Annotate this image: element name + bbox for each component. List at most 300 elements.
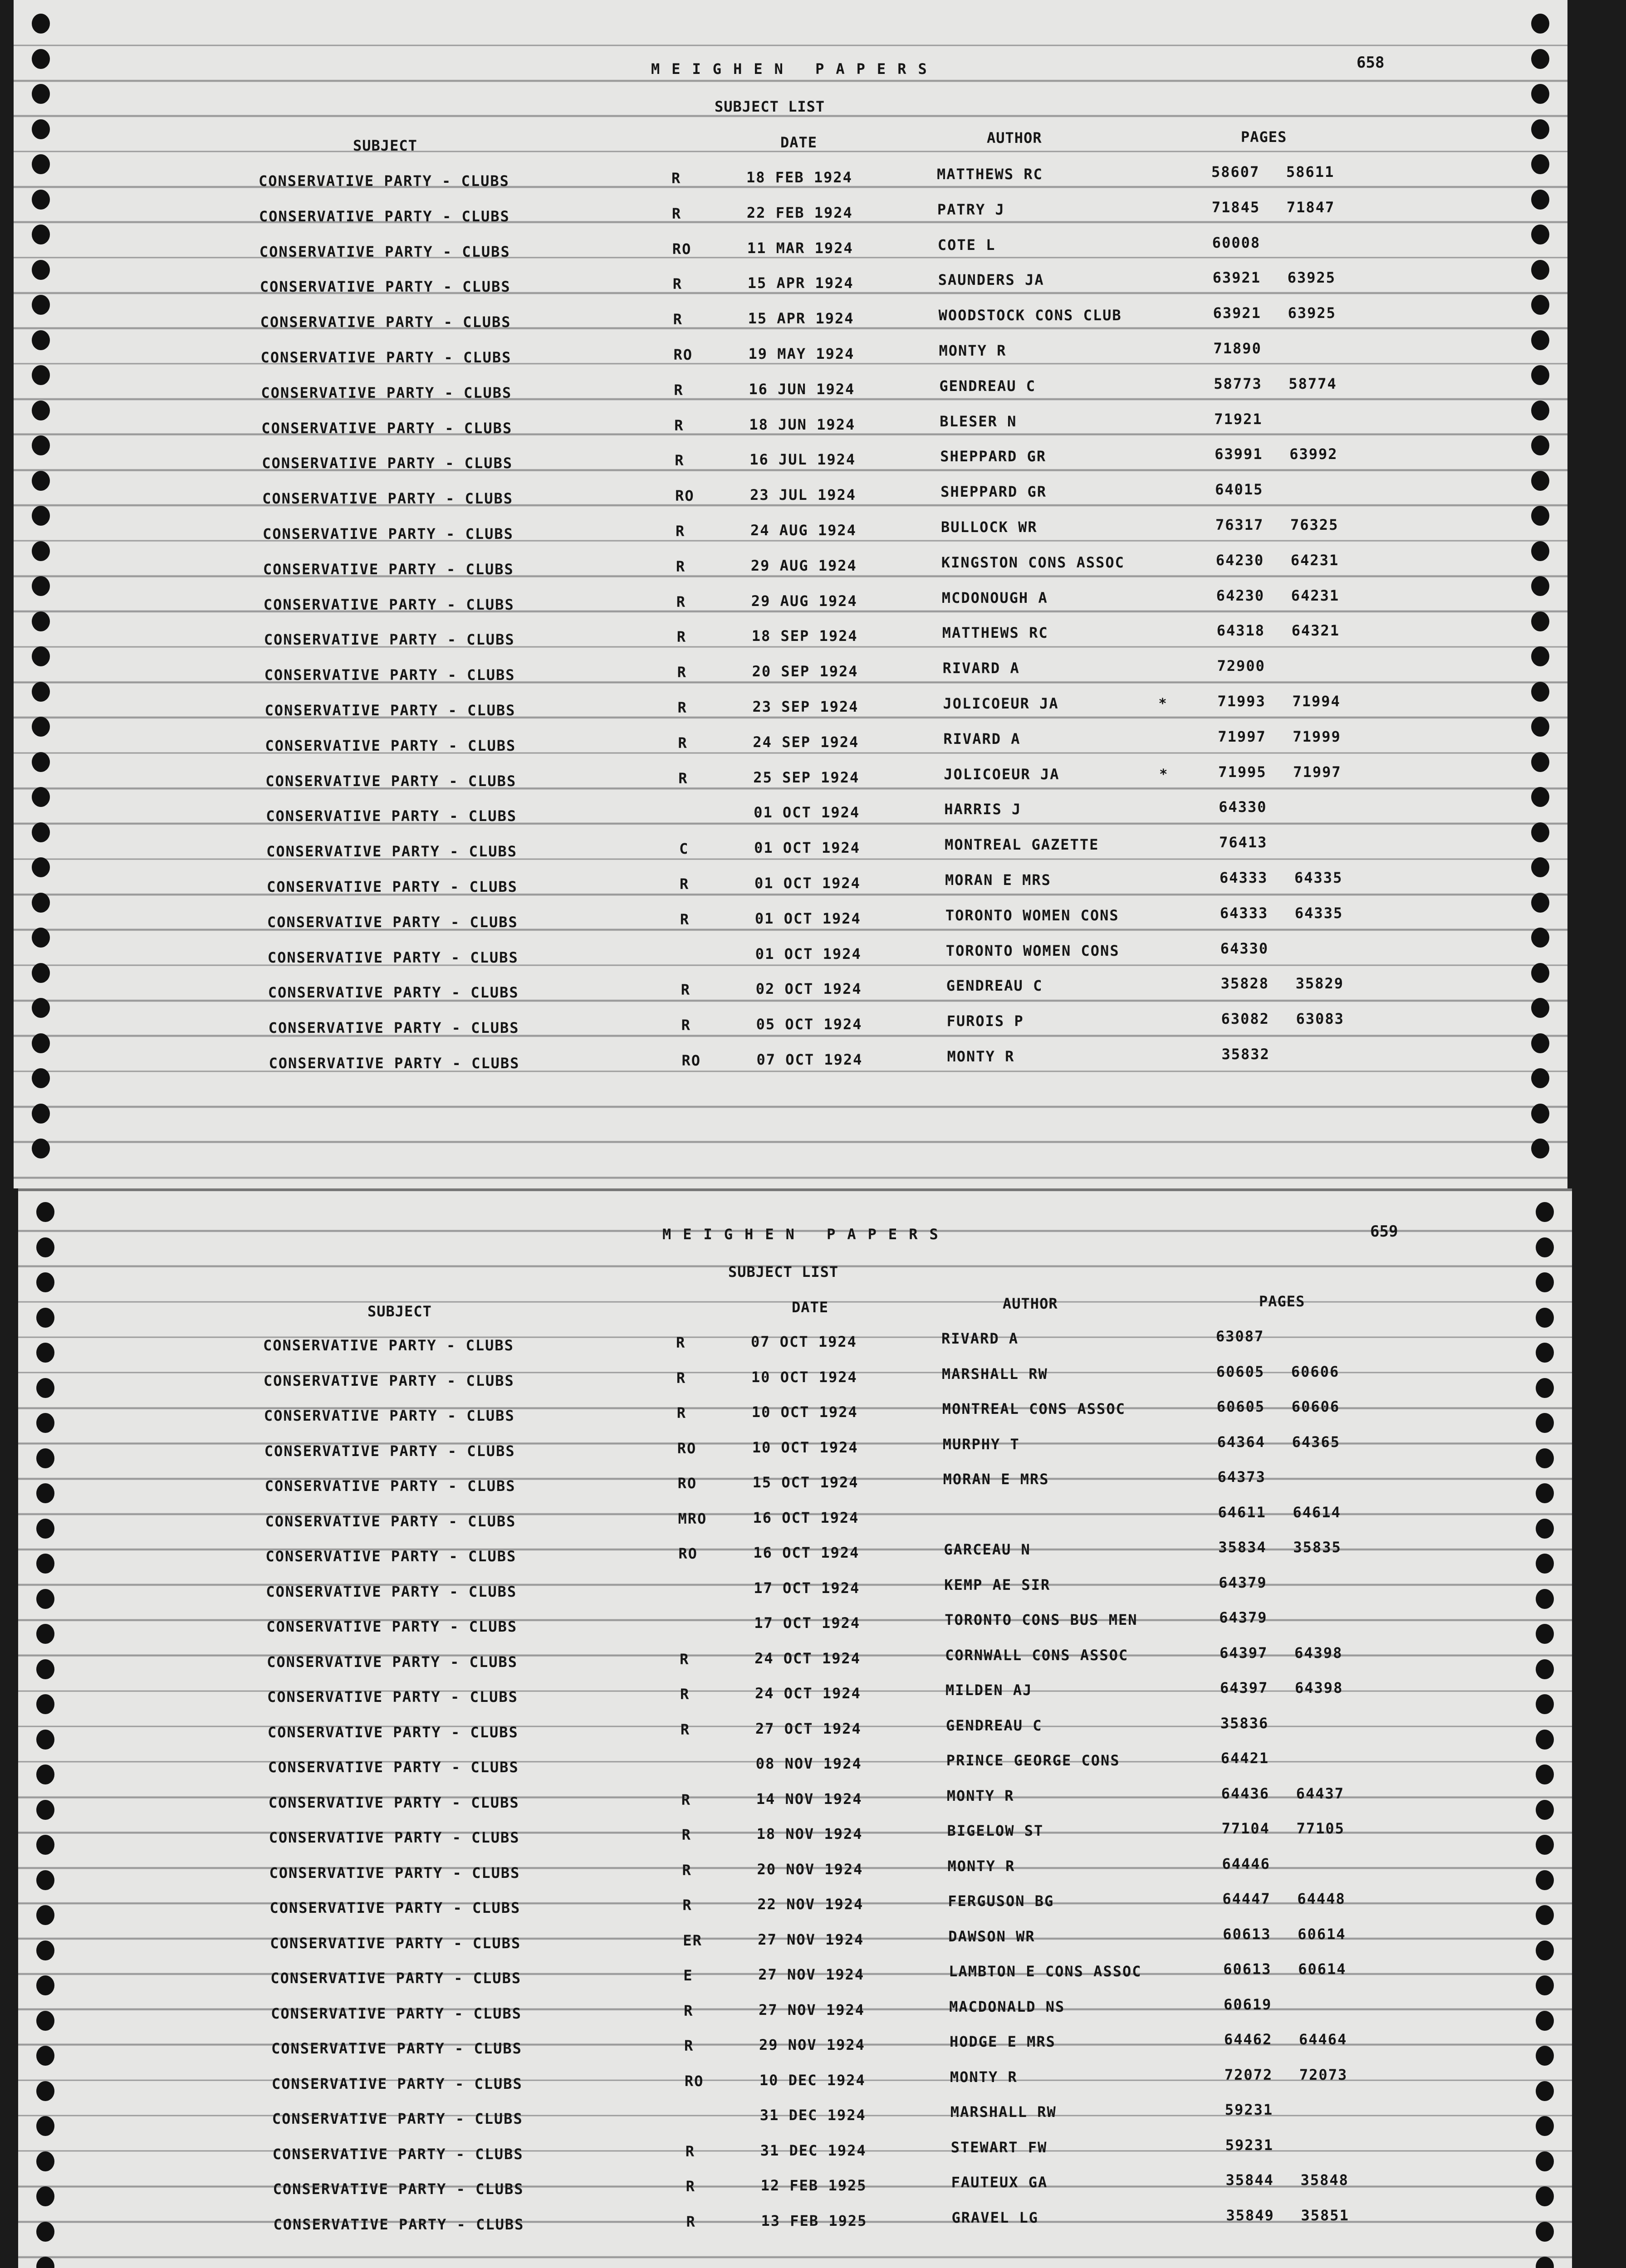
punch-hole — [32, 928, 50, 948]
punch-hole — [1531, 787, 1549, 807]
row-code: R — [676, 523, 686, 540]
column-header-author: AUTHOR — [1003, 1295, 1058, 1312]
punch-hole — [32, 787, 50, 807]
punch-hole — [36, 1694, 54, 1714]
row-date: 15 APR 1924 — [747, 274, 854, 292]
row-page-from: 64330 — [1220, 939, 1269, 957]
row-subject: CONSERVATIVE PARTY - CLUBS — [263, 525, 514, 543]
row-page-to: 71999 — [1293, 728, 1341, 745]
row-author: JOLICOEUR JA — [943, 695, 1059, 712]
punch-hole — [1536, 1554, 1554, 1574]
row-date: 27 NOV 1924 — [758, 1931, 864, 1948]
punch-hole — [36, 2081, 54, 2101]
row-subject: CONSERVATIVE PARTY - CLUBS — [261, 419, 513, 437]
row-date: 01 OCT 1924 — [755, 945, 862, 963]
tractor-feed-left — [14, 0, 68, 1188]
row-date: 07 OCT 1924 — [756, 1051, 863, 1068]
subject-list-title: SUBJECT LIST — [715, 98, 825, 115]
row-page-from: 71995 — [1218, 763, 1267, 781]
punch-hole — [36, 2257, 54, 2268]
row-date: 17 OCT 1924 — [754, 1579, 860, 1597]
row-subject: CONSERVATIVE PARTY - CLUBS — [264, 702, 516, 719]
row-subject: CONSERVATIVE PARTY - CLUBS — [273, 2215, 524, 2233]
punch-hole — [1536, 2046, 1554, 2066]
row-author: MILDEN AJ — [945, 1681, 1033, 1699]
row-page-from: 35828 — [1220, 975, 1269, 992]
punch-hole — [1536, 1237, 1554, 1257]
row-subject: CONSERVATIVE PARTY - CLUBS — [260, 313, 511, 331]
row-page-from: 63921 — [1212, 269, 1261, 287]
row-page-to: 64614 — [1293, 1503, 1341, 1521]
row-page-from: 64379 — [1219, 1574, 1267, 1591]
punch-hole — [36, 1905, 54, 1925]
column-header-subject: SUBJECT — [353, 137, 417, 154]
row-page-to: 64335 — [1294, 904, 1343, 922]
column-header-date: DATE — [780, 134, 818, 151]
punch-hole — [32, 611, 50, 631]
row-date: 10 OCT 1924 — [752, 1438, 858, 1456]
row-date: 20 SEP 1924 — [752, 663, 858, 680]
row-page-to: 58774 — [1288, 375, 1337, 392]
row-subject: CONSERVATIVE PARTY - CLUBS — [268, 984, 519, 1002]
punch-hole — [1531, 435, 1549, 455]
row-page-from: 71921 — [1214, 410, 1263, 428]
row-author: RIVARD A — [942, 660, 1020, 677]
row-subject: CONSERVATIVE PARTY - CLUBS — [260, 278, 511, 296]
punch-hole — [1531, 682, 1549, 702]
row-code: RO — [678, 1545, 698, 1562]
row-date: 16 OCT 1924 — [753, 1509, 859, 1526]
row-page-from: 64015 — [1215, 481, 1264, 499]
row-date: 24 SEP 1924 — [753, 733, 859, 751]
row-code: R — [682, 1897, 692, 1914]
row-page-from: 64447 — [1222, 1890, 1271, 1907]
row-page-from: 35849 — [1226, 2206, 1274, 2224]
row-subject: CONSERVATIVE PARTY - CLUBS — [264, 1407, 515, 1424]
row-subject: CONSERVATIVE PARTY - CLUBS — [267, 913, 518, 931]
row-date: 15 OCT 1924 — [752, 1474, 859, 1491]
row-code: R — [680, 1650, 690, 1668]
row-author: CORNWALL CONS ASSOC — [945, 1646, 1129, 1664]
punch-hole — [32, 1068, 50, 1088]
row-page-from: 64446 — [1222, 1855, 1270, 1872]
row-date: 13 FEB 1925 — [761, 2212, 867, 2229]
row-date: 18 FEB 1924 — [746, 169, 852, 186]
row-subject: CONSERVATIVE PARTY - CLUBS — [262, 455, 513, 472]
row-date: 10 DEC 1924 — [759, 2071, 866, 2089]
punch-hole — [1531, 190, 1549, 210]
row-page-from: 64611 — [1218, 1503, 1266, 1521]
row-subject: CONSERVATIVE PARTY - CLUBS — [262, 490, 513, 508]
row-subject: CONSERVATIVE PARTY - CLUBS — [265, 1548, 517, 1565]
row-author: MONTY R — [939, 342, 1007, 359]
row-subject: CONSERVATIVE PARTY - CLUBS — [267, 878, 518, 895]
row-subject: CONSERVATIVE PARTY - CLUBS — [259, 172, 509, 190]
column-header-subject: SUBJECT — [367, 1303, 432, 1320]
row-author: MCDONOUGH A — [941, 589, 1048, 606]
punch-hole — [1536, 1659, 1554, 1679]
punch-hole — [1536, 1378, 1554, 1398]
row-page-from: 64230 — [1216, 587, 1265, 604]
punch-hole — [32, 435, 50, 455]
row-author: STEWART FW — [950, 2138, 1048, 2156]
column-header-pages: PAGES — [1259, 1293, 1305, 1310]
row-page-from: 35832 — [1221, 1046, 1270, 1063]
row-subject: CONSERVATIVE PARTY - CLUBS — [263, 1372, 514, 1389]
punch-hole — [1531, 893, 1549, 913]
row-page-to: 60606 — [1291, 1363, 1340, 1380]
row-code: R — [671, 170, 681, 187]
punch-hole — [1531, 1033, 1549, 1053]
row-subject: CONSERVATIVE PARTY - CLUBS — [266, 843, 517, 860]
row-page-to: 64437 — [1296, 1784, 1345, 1802]
document-title: MEIGHEN PAPERS — [651, 60, 939, 78]
row-page-to: 64321 — [1291, 622, 1340, 640]
punch-hole — [1536, 1941, 1554, 1960]
row-code: R — [681, 981, 691, 999]
punch-hole — [1536, 1589, 1554, 1609]
row-author: MORAN E MRS — [945, 871, 1051, 889]
row-author: TORONTO WOMEN CONS — [945, 942, 1120, 959]
row-code: R — [680, 910, 690, 928]
row-date: 17 OCT 1924 — [754, 1614, 861, 1632]
row-page-from: 71890 — [1213, 340, 1262, 357]
sheet-edge — [18, 1188, 1572, 1191]
column-header-pages: PAGES — [1241, 128, 1287, 146]
row-page-from: 76413 — [1219, 834, 1268, 851]
row-page-from: 63082 — [1221, 1010, 1269, 1028]
row-page-from: 64330 — [1219, 798, 1267, 816]
punch-hole — [36, 1589, 54, 1609]
punch-hole — [32, 365, 50, 385]
row-author: MORAN E MRS — [943, 1471, 1049, 1488]
row-subject: CONSERVATIVE PARTY - CLUBS — [268, 1759, 519, 1776]
row-subject: CONSERVATIVE PARTY - CLUBS — [265, 737, 516, 754]
punch-hole — [32, 646, 50, 666]
punch-hole — [1531, 998, 1549, 1018]
row-code: R — [673, 311, 683, 328]
punch-hole — [36, 1202, 54, 1222]
punch-hole — [32, 330, 50, 350]
row-page-from: 60613 — [1223, 1960, 1272, 1978]
row-code: R — [682, 1861, 692, 1879]
row-subject: CONSERVATIVE PARTY - CLUBS — [268, 1019, 519, 1037]
row-code: R — [680, 1686, 690, 1703]
row-subject: CONSERVATIVE PARTY - CLUBS — [269, 1899, 521, 1916]
row-page-from: 60605 — [1216, 1398, 1265, 1415]
row-date: 18 NOV 1924 — [756, 1825, 863, 1843]
punch-hole — [1536, 2116, 1554, 2136]
row-page-from: 63087 — [1216, 1328, 1264, 1345]
row-author: MARSHALL RW — [950, 2103, 1057, 2121]
punch-hole — [1536, 1975, 1554, 1995]
punch-hole — [1536, 1905, 1554, 1925]
punch-hole — [1536, 1835, 1554, 1855]
printout-sheet-659 — [18, 1188, 1572, 2268]
punch-hole — [1531, 401, 1549, 420]
punch-hole — [32, 154, 50, 174]
row-code: R — [684, 2037, 694, 2054]
row-author: FAUTEUX GA — [951, 2174, 1048, 2191]
row-date: 24 OCT 1924 — [755, 1685, 861, 1702]
row-page-from: 60613 — [1223, 1925, 1271, 1943]
row-author: TORONTO WOMEN CONS — [945, 906, 1119, 924]
row-author: SHEPPARD GR — [940, 483, 1047, 501]
row-date: 31 DEC 1924 — [759, 2107, 866, 2124]
punch-hole — [36, 1624, 54, 1644]
row-date: 05 OCT 1924 — [756, 1016, 862, 1033]
page-number: 659 — [1370, 1222, 1398, 1241]
punch-hole — [32, 576, 50, 596]
row-code: R — [681, 1826, 691, 1843]
row-subject: CONSERVATIVE PARTY - CLUBS — [271, 2075, 523, 2092]
row-date: 16 JUN 1924 — [749, 380, 855, 398]
row-code: R — [676, 1404, 687, 1422]
punch-hole — [1536, 2257, 1554, 2268]
punch-hole — [32, 225, 50, 244]
punch-hole — [32, 963, 50, 983]
row-code: R — [676, 593, 686, 611]
punch-hole — [1531, 225, 1549, 244]
row-author: RIVARD A — [943, 730, 1021, 748]
row-page-from: 60008 — [1212, 234, 1261, 251]
row-author: FUROIS P — [946, 1012, 1024, 1030]
punch-hole — [36, 1519, 54, 1539]
row-code: R — [676, 628, 686, 646]
punch-hole — [32, 893, 50, 913]
column-header-date: DATE — [792, 1299, 829, 1316]
row-subject: CONSERVATIVE PARTY - CLUBS — [266, 1583, 517, 1600]
row-code: R — [684, 2002, 694, 2019]
row-subject: CONSERVATIVE PARTY - CLUBS — [272, 2145, 524, 2163]
row-subject: CONSERVATIVE PARTY - CLUBS — [273, 2180, 524, 2198]
punch-hole — [1531, 119, 1549, 139]
punch-hole — [36, 1659, 54, 1679]
row-date: 01 OCT 1924 — [754, 875, 861, 892]
punch-hole — [32, 1033, 50, 1053]
row-code: RO — [675, 487, 695, 505]
row-author: MONTY R — [947, 1857, 1015, 1875]
punch-hole — [32, 49, 50, 69]
row-date: 29 NOV 1924 — [759, 2036, 865, 2053]
row-page-to: 64398 — [1294, 1644, 1343, 1662]
row-author: MONTREAL GAZETTE — [945, 836, 1099, 854]
row-page-to: 35851 — [1301, 2206, 1349, 2224]
punch-hole — [32, 506, 50, 526]
row-date: 15 APR 1924 — [748, 310, 854, 327]
row-code: R — [675, 452, 685, 469]
row-subject: CONSERVATIVE PARTY - CLUBS — [259, 243, 510, 260]
row-subject: CONSERVATIVE PARTY - CLUBS — [264, 1477, 516, 1495]
row-page-to: 71847 — [1286, 198, 1335, 216]
row-code: R — [671, 205, 682, 222]
row-page-to: 64231 — [1290, 551, 1339, 569]
subject-list-title: SUBJECT LIST — [728, 1263, 839, 1281]
row-subject: CONSERVATIVE PARTY - CLUBS — [266, 807, 517, 825]
row-date: 12 FEB 1925 — [760, 2177, 867, 2194]
row-code: R — [676, 1334, 686, 1351]
row-subject: CONSERVATIVE PARTY - CLUBS — [267, 948, 519, 966]
punch-hole — [1536, 1519, 1554, 1539]
row-code: E — [683, 1967, 693, 1984]
row-code: ER — [683, 1931, 702, 1949]
row-subject: CONSERVATIVE PARTY - CLUBS — [267, 1723, 519, 1741]
row-author: KEMP AE SIR — [944, 1576, 1051, 1593]
punch-hole — [36, 1343, 54, 1363]
row-subject: CONSERVATIVE PARTY - CLUBS — [260, 349, 512, 366]
punch-hole — [1531, 928, 1549, 948]
row-subject: CONSERVATIVE PARTY - CLUBS — [265, 1512, 516, 1530]
row-date: 10 OCT 1924 — [751, 1403, 858, 1421]
row-page-from: 59231 — [1224, 2101, 1273, 2118]
row-code: RO — [677, 1475, 697, 1492]
row-subject: CONSERVATIVE PARTY - CLUBS — [271, 2004, 522, 2022]
row-date: 18 SEP 1924 — [751, 627, 858, 645]
punch-hole — [32, 84, 50, 104]
row-code: R — [685, 2142, 695, 2160]
row-page-to: 58611 — [1286, 163, 1335, 181]
row-date: 23 JUL 1924 — [750, 486, 857, 504]
row-author: HARRIS J — [944, 801, 1022, 818]
row-subject: CONSERVATIVE PARTY - CLUBS — [267, 1688, 518, 1706]
row-page-from: 72072 — [1224, 2066, 1273, 2083]
row-subject: CONSERVATIVE PARTY - CLUBS — [269, 1829, 520, 1846]
row-date: 19 MAY 1924 — [748, 345, 855, 362]
row-code: R — [686, 2178, 695, 2195]
row-author: MONTY R — [947, 1048, 1015, 1065]
row-code: RO — [681, 1052, 701, 1069]
row-code: RO — [677, 1439, 697, 1457]
row-subject: CONSERVATIVE PARTY - CLUBS — [267, 1653, 518, 1671]
row-page-to: 76325 — [1290, 516, 1339, 533]
row-subject: CONSERVATIVE PARTY - CLUBS — [265, 772, 517, 790]
row-code: C — [679, 840, 689, 858]
punch-hole — [1536, 1448, 1554, 1468]
row-page-from: 71845 — [1211, 198, 1260, 216]
row-code: R — [677, 699, 687, 716]
punch-hole — [1536, 1343, 1554, 1363]
punch-hole — [1531, 49, 1549, 69]
punch-hole — [1531, 857, 1549, 877]
punch-hole — [32, 1139, 50, 1158]
punch-hole — [36, 1272, 54, 1292]
punch-hole — [36, 1413, 54, 1433]
punch-hole — [36, 1800, 54, 1820]
punch-hole — [1531, 295, 1549, 315]
punch-hole — [32, 717, 50, 737]
row-page-from: 64379 — [1219, 1609, 1268, 1626]
row-subject: CONSERVATIVE PARTY - CLUBS — [269, 1864, 520, 1882]
tractor-feed-right — [1518, 1188, 1572, 2268]
punch-hole — [1531, 1068, 1549, 1088]
punch-hole — [1531, 717, 1549, 737]
row-subject: CONSERVATIVE PARTY - CLUBS — [261, 384, 512, 401]
row-code: R — [674, 381, 684, 399]
row-author: MARSHALL RW — [941, 1365, 1048, 1383]
row-code: R — [674, 416, 684, 434]
row-author: BULLOCK WR — [941, 518, 1038, 536]
row-page-to: 35829 — [1295, 975, 1344, 992]
row-page-from: 63991 — [1215, 445, 1263, 463]
row-page-to: 64231 — [1291, 587, 1340, 604]
punch-hole — [32, 1104, 50, 1124]
row-date: 22 FEB 1924 — [746, 204, 853, 221]
row-asterisk-mark: * — [1159, 766, 1169, 782]
row-page-to: 63925 — [1288, 304, 1336, 322]
row-date: 24 OCT 1924 — [754, 1649, 861, 1667]
punch-hole — [36, 1730, 54, 1750]
row-page-from: 35836 — [1220, 1714, 1269, 1732]
document-title: MEIGHEN PAPERS — [662, 1226, 950, 1243]
row-date: 10 OCT 1924 — [751, 1368, 857, 1386]
row-page-from: 64230 — [1215, 551, 1264, 569]
row-page-from: 35834 — [1218, 1539, 1267, 1556]
punch-hole — [1531, 330, 1549, 350]
row-date: 08 NOV 1924 — [755, 1755, 862, 1772]
punch-hole — [1536, 1272, 1554, 1292]
row-date: 16 OCT 1924 — [753, 1544, 860, 1561]
row-author: RIVARD A — [941, 1330, 1019, 1347]
row-author: GENDREAU C — [939, 377, 1036, 395]
row-page-to: 71994 — [1292, 693, 1341, 710]
row-subject: CONSERVATIVE PARTY - CLUBS — [264, 631, 515, 649]
row-author: SAUNDERS JA — [938, 271, 1044, 289]
row-subject: CONSERVATIVE PARTY - CLUBS — [264, 666, 515, 684]
row-page-to: 35835 — [1293, 1539, 1342, 1556]
punch-hole — [36, 2116, 54, 2136]
row-subject: CONSERVATIVE PARTY - CLUBS — [268, 1794, 519, 1811]
punch-hole — [1536, 2011, 1554, 2031]
row-date: 27 OCT 1924 — [755, 1720, 862, 1737]
row-date: 20 NOV 1924 — [757, 1860, 863, 1878]
punch-hole — [1536, 2222, 1554, 2242]
row-date: 31 DEC 1924 — [760, 2141, 867, 2159]
punch-hole — [32, 998, 50, 1018]
row-page-from: 59231 — [1225, 2136, 1274, 2154]
punch-hole — [32, 295, 50, 315]
row-date: 27 NOV 1924 — [759, 2001, 865, 2019]
punch-hole — [1531, 506, 1549, 526]
row-page-from: 64364 — [1217, 1433, 1266, 1451]
row-subject: CONSERVATIVE PARTY - CLUBS — [270, 1970, 522, 1987]
row-code: R — [672, 275, 682, 293]
punch-hole — [36, 2011, 54, 2031]
punch-hole — [1531, 84, 1549, 104]
punch-hole — [1536, 1483, 1554, 1503]
row-page-from: 72900 — [1217, 657, 1265, 675]
punch-hole — [32, 14, 50, 34]
row-subject: CONSERVATIVE PARTY - CLUBS — [264, 1442, 515, 1460]
punch-hole — [1531, 260, 1549, 280]
row-author: MACDONALD NS — [949, 1998, 1065, 2015]
row-date: 01 OCT 1924 — [754, 839, 861, 857]
row-code: MRO — [678, 1510, 707, 1527]
row-author: BLESER N — [940, 412, 1017, 430]
punch-hole — [1536, 1765, 1554, 1784]
tractor-feed-left — [18, 1188, 73, 2268]
punch-hole — [1536, 1730, 1554, 1750]
punch-hole — [36, 1448, 54, 1468]
row-subject: CONSERVATIVE PARTY - CLUBS — [266, 1618, 518, 1635]
row-page-from: 60605 — [1216, 1363, 1265, 1380]
punch-hole — [1531, 576, 1549, 596]
punch-hole — [1531, 1139, 1549, 1158]
row-page-from: 64333 — [1220, 869, 1268, 886]
row-author: BIGELOW ST — [947, 1822, 1044, 1839]
row-author: SHEPPARD GR — [940, 448, 1047, 465]
row-page-to: 64464 — [1299, 2031, 1347, 2048]
row-subject: CONSERVATIVE PARTY - CLUBS — [271, 2040, 522, 2057]
